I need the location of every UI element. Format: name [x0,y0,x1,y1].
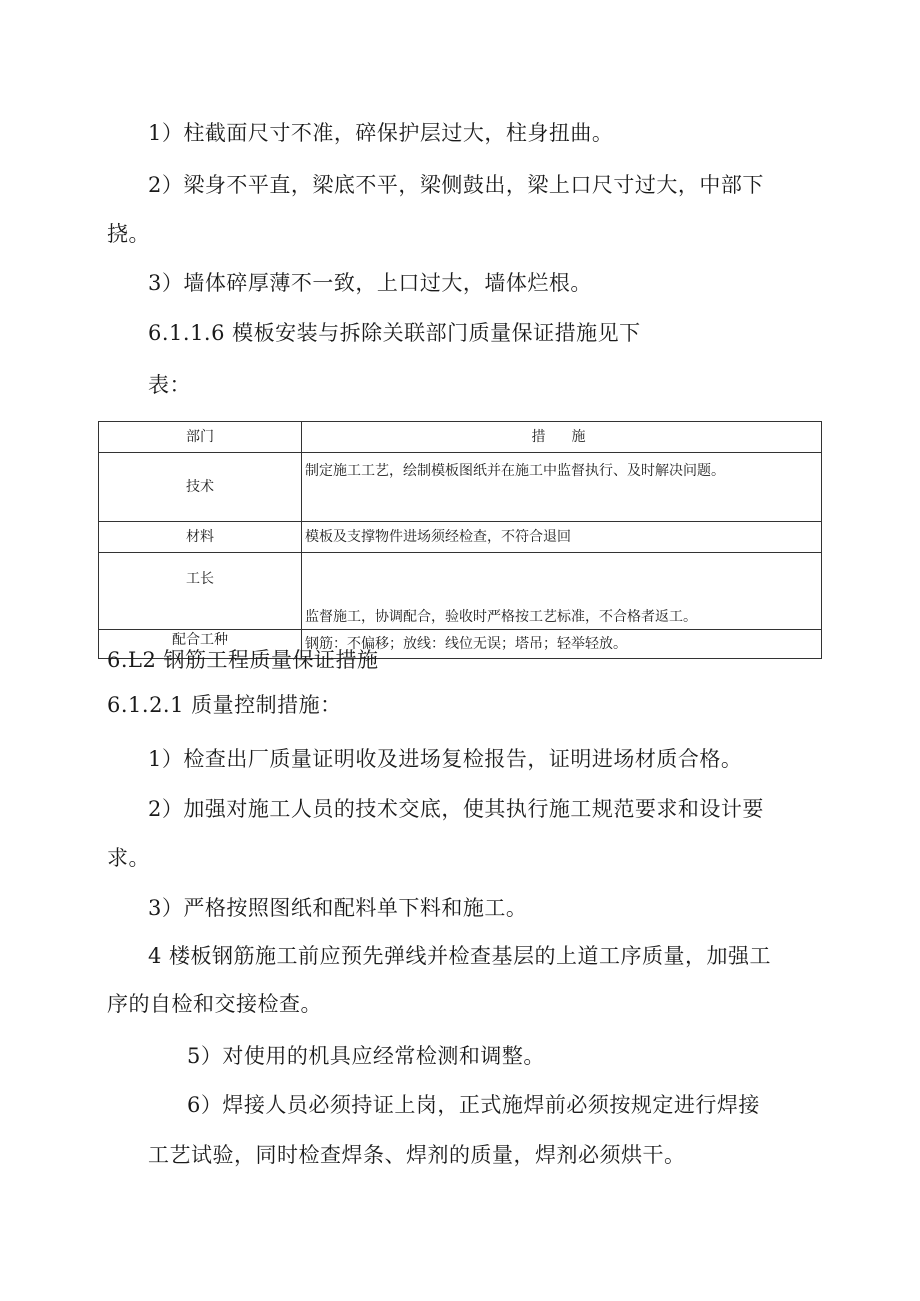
paragraph-equipment-check: 5）对使用的机具应经常检测和调整。 [187,1044,545,1068]
table-cell-dept: 配合工种 [99,630,302,659]
paragraph-floor-rebar-line2: 序的自检和交接检查。 [107,992,322,1016]
table-header-row [99,422,822,453]
table-cell-dept: 工长 [99,553,302,630]
table-row [99,453,822,522]
paragraph-wall-issues: 3）墙体碎厚薄不一致，上口过大，墙体烂根。 [148,271,592,295]
section-heading-6-1-2-1: 6.1.2.1 质量控制措施： [107,693,342,717]
table-cell-measure: 钢筋：不偏移；放线：线位无误；塔吊；轻举轻放。 [302,630,822,659]
paragraph-column-issues: 1）柱截面尺寸不准，碎保护层过大，柱身扭曲。 [148,121,614,145]
table-header-dept: 部门 [99,422,302,453]
paragraph-cutting-drawings: 3）严格按照图纸和配料单下料和施工。 [148,896,528,920]
table-cell-dept: 技术 [99,453,302,522]
paragraph-welding-line2: 工艺试验，同时检查焊条、焊剂的质量，焊剂必须烘干。 [148,1143,686,1167]
section-heading-6-1-1-6-line1: 6.1.1.6 模板安装与拆除关联部门质量保证措施见下 [148,321,641,345]
paragraph-beam-issues-line1: 2）梁身不平直，梁底不平，梁侧鼓出，梁上口尺寸过大，中部下 [148,173,764,197]
paragraph-technical-briefing-line1: 2）加强对施工人员的技术交底，使其执行施工规范要求和设计要 [148,797,764,821]
table-cell-measure: 监督施工，协调配合，验收时严格按工艺标准，不合格者返工。 [302,553,822,630]
paragraph-technical-briefing-line2: 求。 [107,846,150,870]
table-row [99,553,822,630]
table-row [99,522,822,553]
paragraph-welding-line1: 6）焊接人员必须持证上岗，正式施焊前必须按规定进行焊接 [187,1093,760,1117]
section-heading-6-1-1-6-line2: 表： [148,373,191,397]
table-cell-measure: 制定施工工艺，绘制模板图纸并在施工中监督执行、及时解决问题。 [302,453,822,522]
section-heading-6-1-2: 6.L2 钢筋工程质量保证措施 [107,648,379,672]
paragraph-certificate-check: 1）检查出厂质量证明收及进场复检报告，证明进场材质合格。 [148,747,743,771]
table-cell-dept: 材料 [99,522,302,553]
table-cell-measure: 模板及支撑物件进场须经检查，不符合退回 [302,522,822,553]
table-header-measure: 措 施 [302,422,822,453]
quality-measures-table [98,421,822,659]
paragraph-beam-issues-line2: 挠。 [107,222,150,246]
paragraph-floor-rebar-line1: 4 楼板钢筋施工前应预先弹线并检查基层的上道工序质量，加强工 [148,944,772,968]
